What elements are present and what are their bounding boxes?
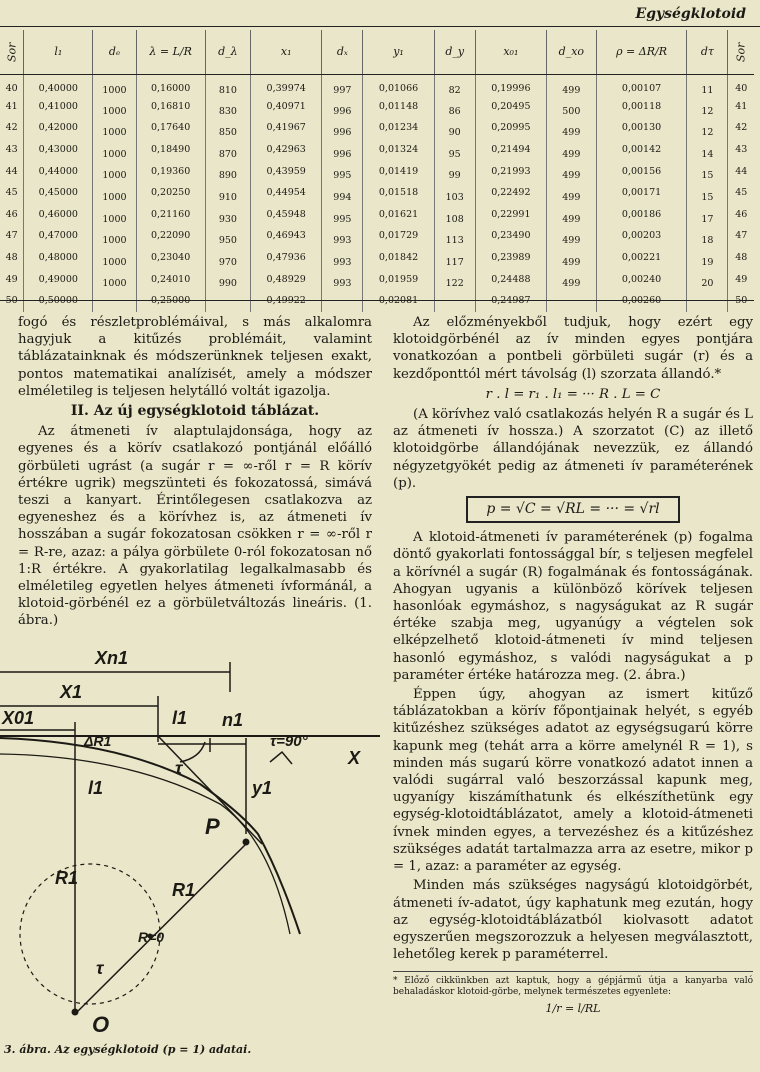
value-cell: 0,00118 <box>596 96 687 118</box>
value-cell: 0,20495 <box>475 96 546 118</box>
table-header-cell: x₀₁ <box>475 30 546 74</box>
difference-cell <box>687 247 728 269</box>
difference-cell <box>322 160 363 182</box>
difference-value: 86 <box>448 105 461 117</box>
value-cell: 0,22492 <box>475 182 546 204</box>
difference-cell <box>687 117 728 139</box>
value-cell: 42 <box>0 117 24 139</box>
difference-value: 499 <box>562 148 581 160</box>
table-row <box>0 74 754 96</box>
difference-value: 19 <box>701 256 714 268</box>
table-header-cell: dₓ <box>322 30 363 74</box>
label-p: P <box>205 814 220 839</box>
difference-value: 1000 <box>102 84 127 96</box>
difference-cell <box>687 139 728 161</box>
table-header-cell: dτ <box>687 30 728 74</box>
difference-value: 850 <box>218 127 237 139</box>
value-cell: 47 <box>735 230 748 242</box>
difference-value: 1000 <box>102 278 127 290</box>
value-cell: 0,39974 <box>251 74 322 96</box>
left-paragraph-1: fogó és részletproblémáival, s más alkalomra hagyjuk a kitűzés problémáit, valamint táblázatainknak és módszerünknek teljesen exakt, pontos matematikai analízisét, amely a módszer elméletileg is teljesen helytálló voltát igazolja. <box>18 315 372 399</box>
right-paragraph-2: (A körívhez való csatlakozás helyén R a sugár és L az átmeneti ív hossza.) A szorzatot (C) az illető klotoidgörbe állandójának nevezzük, ez állandó négyzetgyökét pedig az átmeneti ív paraméterének (p). <box>393 407 753 491</box>
table-bottom-rule <box>0 300 754 301</box>
value-cell: 40 <box>735 82 748 94</box>
value-cell: 0,48929 <box>251 268 322 290</box>
value-cell: 0,21494 <box>475 139 546 161</box>
difference-cell <box>93 268 136 290</box>
value-cell: 0,49000 <box>24 268 93 290</box>
value-cell: 49 <box>735 273 748 285</box>
value-cell: 0,16810 <box>136 96 205 118</box>
table-row <box>0 247 754 269</box>
value-cell: 50 <box>0 290 24 312</box>
difference-value: 499 <box>562 235 581 247</box>
clothoid-table <box>0 30 754 312</box>
value-cell: 0,46000 <box>24 204 93 226</box>
difference-cell <box>322 268 363 290</box>
difference-cell <box>434 139 475 161</box>
value-cell: 48 <box>0 247 24 269</box>
difference-cell <box>434 96 475 118</box>
table-row <box>0 225 754 247</box>
difference-value: 830 <box>218 105 237 117</box>
header-rule <box>0 26 760 27</box>
difference-value: 1000 <box>102 213 127 225</box>
difference-value: 1000 <box>102 235 127 247</box>
value-cell: 0,48000 <box>24 247 93 269</box>
value-cell: 48 <box>735 252 748 264</box>
value-cell: 0,19996 <box>475 74 546 96</box>
difference-cell <box>687 268 728 290</box>
value-cell: 0,21160 <box>136 204 205 226</box>
value-cell: 0,40971 <box>251 96 322 118</box>
difference-cell <box>205 139 250 161</box>
value-cell: 0,16000 <box>136 74 205 96</box>
difference-cell <box>434 160 475 182</box>
difference-cell <box>434 117 475 139</box>
formula-constant: r . l = r₁ . l₁ = ··· R . L = C <box>485 386 661 402</box>
value-cell: 0,42963 <box>251 139 322 161</box>
difference-value: 996 <box>333 127 352 139</box>
table-header-cell: d_xo <box>547 30 597 74</box>
table-header-cell: dₑ <box>93 30 136 74</box>
value-cell: 0,23040 <box>136 247 205 269</box>
value-cell: 0,20250 <box>136 182 205 204</box>
difference-cell <box>434 74 475 96</box>
difference-value: 499 <box>562 84 581 96</box>
value-cell: 0,23490 <box>475 225 546 247</box>
difference-value: 1000 <box>102 191 127 203</box>
difference-cell <box>205 247 250 269</box>
difference-value: 993 <box>333 235 352 247</box>
value-cell: 0,25000 <box>136 290 205 312</box>
value-cell: 42 <box>735 122 748 134</box>
table-header-cell: d_λ <box>205 30 250 74</box>
difference-cell <box>322 96 363 118</box>
section-heading: II. Az új egységklotoid táblázat. <box>70 403 320 420</box>
difference-cell <box>93 96 136 118</box>
value-cell: 0,00260 <box>596 290 687 312</box>
difference-cell <box>434 268 475 290</box>
difference-value: 95 <box>448 148 461 160</box>
value-cell: 0,46943 <box>251 225 322 247</box>
difference-cell <box>547 96 597 118</box>
value-cell: 45 <box>735 187 748 199</box>
value-cell: 0,19360 <box>136 160 205 182</box>
clothoid-figure <box>0 634 380 1039</box>
difference-cell <box>547 204 597 226</box>
value-cell: 0,01729 <box>363 225 434 247</box>
difference-cell <box>205 268 250 290</box>
difference-value: 950 <box>218 235 237 247</box>
origin-point <box>72 1009 78 1015</box>
difference-value: 930 <box>218 213 237 225</box>
table-row <box>0 204 754 226</box>
difference-value: 890 <box>218 170 237 182</box>
difference-cell <box>547 225 597 247</box>
value-cell: 0,43000 <box>24 139 93 161</box>
difference-value: 810 <box>218 84 237 96</box>
difference-cell <box>687 204 728 226</box>
difference-value: 15 <box>701 191 714 203</box>
difference-cell <box>322 225 363 247</box>
value-cell: 0,40000 <box>24 74 93 96</box>
value-cell: 46 <box>0 204 24 226</box>
difference-cell <box>547 117 597 139</box>
label-y1: y1 <box>252 778 273 798</box>
value-cell: 0,45000 <box>24 182 93 204</box>
right-paragraph-3: A klotoid-átmeneti ív paraméterének (p) fogalma döntő gyakorlati fontossággal bír, s teljesen megfelel a körívnél a sugár (R) fogalmának és fontosságának. Ahogyan ugyanis a különböző körívek teljesen hasonlóak egymáshoz, s nagyságukat az R sugár értéke szabja meg, ugyanúgy a végtelen sok elképzelhető klotoid-átmeneti ív mind teljesen hasonló egymáshoz, s valódi nagyságukat a p paraméter értéke határozza meg. (2. ábra.) <box>393 530 753 683</box>
value-cell: 0,00107 <box>596 74 687 96</box>
table-header-row <box>0 30 754 74</box>
difference-value: 910 <box>218 191 237 203</box>
difference-value: 499 <box>562 170 581 182</box>
value-cell: 0,00203 <box>596 225 687 247</box>
difference-cell <box>205 225 250 247</box>
value-cell: 0,24010 <box>136 268 205 290</box>
point-p <box>243 839 249 845</box>
table-row <box>0 139 754 161</box>
difference-cell <box>322 204 363 226</box>
label-r-zero: R=0 <box>138 929 165 945</box>
difference-cell <box>93 117 136 139</box>
difference-value: 12 <box>701 105 714 117</box>
difference-cell <box>93 225 136 247</box>
value-cell: 40 <box>0 74 24 96</box>
value-cell: 0,45948 <box>251 204 322 226</box>
value-cell: 0,00186 <box>596 204 687 226</box>
table-header-cell: λ = L/R <box>136 30 205 74</box>
difference-cell <box>322 74 363 96</box>
right-column <box>393 314 753 1018</box>
value-cell: 46 <box>735 208 748 220</box>
value-cell: 41 <box>735 100 748 112</box>
difference-value: 122 <box>445 278 464 290</box>
difference-cell <box>687 225 728 247</box>
value-cell: 0,00221 <box>596 247 687 269</box>
difference-cell <box>687 160 728 182</box>
difference-cell <box>547 74 597 96</box>
footnote: * Előző cikkünkben azt kaptuk, hogy a gépjármű útja a kanyarba való behaladáskor klotoid-görbe, melynek természetes egyenlete: <box>393 971 753 998</box>
value-cell: 0,18490 <box>136 139 205 161</box>
table-header-cell: Sor <box>728 30 754 74</box>
difference-value: 499 <box>562 127 581 139</box>
difference-value: 12 <box>701 127 714 139</box>
difference-value: 997 <box>333 84 352 96</box>
difference-value: 18 <box>701 235 714 247</box>
table-row <box>0 268 754 290</box>
value-cell: 43 <box>0 139 24 161</box>
difference-cell <box>687 182 728 204</box>
difference-value: 499 <box>562 278 581 290</box>
difference-cell <box>434 182 475 204</box>
difference-cell <box>434 225 475 247</box>
value-cell: 0,21993 <box>475 160 546 182</box>
value-cell: 0,43959 <box>251 160 322 182</box>
difference-value: 113 <box>445 235 464 247</box>
difference-cell <box>205 117 250 139</box>
value-cell: 0,00156 <box>596 160 687 182</box>
difference-cell <box>687 96 728 118</box>
running-head: Egységklotoid <box>635 6 746 22</box>
difference-value: 994 <box>333 191 352 203</box>
difference-value: 1000 <box>102 170 127 182</box>
value-cell: 50 <box>735 295 748 307</box>
difference-value: 99 <box>448 170 461 182</box>
value-cell: 47 <box>0 225 24 247</box>
value-cell: 43 <box>735 144 748 156</box>
label-tau-90: τ=90° <box>270 733 308 750</box>
label-n1: n1 <box>222 710 244 730</box>
right-angle-mark <box>270 752 292 764</box>
value-cell: 0,24987 <box>475 290 546 312</box>
difference-cell <box>434 204 475 226</box>
value-cell: 0,01959 <box>363 268 434 290</box>
table-row <box>0 182 754 204</box>
difference-cell <box>93 247 136 269</box>
difference-value: 15 <box>701 170 714 182</box>
value-cell: 0,22991 <box>475 204 546 226</box>
value-cell: 0,41000 <box>24 96 93 118</box>
value-cell: 0,42000 <box>24 117 93 139</box>
value-cell: 0,24488 <box>475 268 546 290</box>
difference-cell <box>547 182 597 204</box>
difference-cell <box>205 204 250 226</box>
tau-arc <box>180 742 205 762</box>
difference-value: 11 <box>701 84 714 96</box>
value-cell: 0,02081 <box>363 290 434 312</box>
difference-cell <box>93 204 136 226</box>
label-tau-2: τ <box>96 958 104 978</box>
difference-value: 499 <box>562 256 581 268</box>
difference-value: 995 <box>333 170 352 182</box>
table-header-cell: Sor <box>0 30 24 74</box>
value-cell: 0,49922 <box>251 290 322 312</box>
label-r1-left: R1 <box>55 868 79 888</box>
value-cell: 49 <box>0 268 24 290</box>
difference-value: 103 <box>445 191 464 203</box>
difference-cell <box>205 182 250 204</box>
value-cell: 0,01842 <box>363 247 434 269</box>
left-column <box>18 314 372 632</box>
right-paragraph-4: Éppen úgy, ahogyan az ismert kitűző táblázatokban a körív főpontjainak helyét, s egyéb kitűzéshez szükséges adatot az egységsugarú körre kapunk meg (tehát arra a körre amelynél R = 1), s minden más sugarú körre vonatkozó adatot innen a valódi sugárral való beszorzással kapunk meg, ugyanígy kiszámíthatunk és elkészíthetünk egy egység-klotoidtáblázatot, amely a klotoid-átmeneti ívnek minden egyes, a tervezéshez és a kitűzéshez szükséges adatát tartalmazza arra az esetre, mikor p = 1, azaz: a paraméter az egység. <box>393 687 753 875</box>
difference-value: 14 <box>701 148 714 160</box>
value-cell: 0,01066 <box>363 74 434 96</box>
figure-caption: 3. ábra. Az egységklotoid (p = 1) adatai. <box>4 1043 252 1056</box>
right-paragraph-5: Minden más szükséges nagyságú klotoidgörbét, átmeneti ív-adatot, úgy kaphatunk meg ezután, hogy az egység-klotoidtáblázatból kiolvasott adatot egyszerűen megszorozzuk a helyesen megválasztott, lehetőleg kerek p paraméterrel. <box>393 878 753 963</box>
label-l1-vertical: l1 <box>88 778 104 798</box>
value-cell: 0,00240 <box>596 268 687 290</box>
difference-value: 499 <box>562 213 581 225</box>
difference-value: 1000 <box>102 105 127 117</box>
difference-cell <box>205 74 250 96</box>
difference-cell <box>93 182 136 204</box>
label-origin: O <box>92 1012 110 1037</box>
table-header-cell: l₁ <box>24 30 93 74</box>
left-paragraph-2: Az átmeneti ív alaptulajdonsága, hogy az egyenes és a körív csatlakozó pontjánál előálló görbületi ugrást (a sugár r = ∞-ről r = R körív értékre ugrik) megszünteti és fokozatossá, simává teszi a kanyart. Érintőlegesen csatlakozva az egyeneshez és a körívhez is, az átmeneti ív hosszában a sugár fokozatosan csökken r = ∞-ről r = R-re, azaz: a pálya görbülete 0-ról fokozatosan nő 1:R értékre. A gyakorlatilag legalkalmasabb és elméletileg egyetlen helyes átmeneti ívformánál, a klotoid-görbénél ez a görbületváltozás lineáris. (1. ábra.) <box>18 424 372 629</box>
difference-value: 996 <box>333 105 352 117</box>
difference-cell <box>322 247 363 269</box>
value-cell: 0,47936 <box>251 247 322 269</box>
right-paragraph-1: Az előzményekből tudjuk, hogy ezért egy klotoidgörbénél az ív minden egyes pontjára vonatkozóan a pontbeli görbületi sugár (r) és a kezdőponttól mért távolság (l) szorzata állandó.* <box>393 315 753 382</box>
difference-value: 82 <box>448 84 461 96</box>
difference-cell <box>547 268 597 290</box>
difference-value: 117 <box>445 256 464 268</box>
difference-value: 1000 <box>102 256 127 268</box>
value-cell: 0,50000 <box>24 290 93 312</box>
table-row <box>0 117 754 139</box>
value-cell: 0,00171 <box>596 182 687 204</box>
difference-cell <box>322 139 363 161</box>
value-cell: 0,44954 <box>251 182 322 204</box>
difference-value: 1000 <box>102 127 127 139</box>
label-r1-right: R1 <box>172 880 196 900</box>
value-cell: 0,01621 <box>363 204 434 226</box>
table-row <box>0 160 754 182</box>
difference-value: 870 <box>218 148 237 160</box>
difference-value: 108 <box>445 213 464 225</box>
value-cell: 0,20995 <box>475 117 546 139</box>
difference-value: 996 <box>333 148 352 160</box>
footnote-formula: 1/r = l/RL <box>545 1002 601 1016</box>
difference-value: 499 <box>562 191 581 203</box>
table-header-cell: d_y <box>434 30 475 74</box>
difference-cell <box>205 160 250 182</box>
formula-parameter-box: p = √C = √RL = ··· = √rl <box>466 496 680 523</box>
difference-value: 993 <box>333 256 352 268</box>
value-cell: 0,23989 <box>475 247 546 269</box>
difference-cell <box>93 139 136 161</box>
value-cell: 0,00142 <box>596 139 687 161</box>
value-cell: 0,17640 <box>136 117 205 139</box>
label-x1: X1 <box>60 682 83 702</box>
value-cell: 0,01419 <box>363 160 434 182</box>
label-l1: l1 <box>172 708 188 728</box>
value-cell: 44 <box>0 160 24 182</box>
difference-cell <box>547 139 597 161</box>
difference-value: 90 <box>448 127 461 139</box>
difference-cell <box>93 74 136 96</box>
value-cell: 0,44000 <box>24 160 93 182</box>
value-cell: 0,00130 <box>596 117 687 139</box>
difference-cell <box>205 96 250 118</box>
value-cell: 0,01234 <box>363 117 434 139</box>
label-xn1: Xn1 <box>95 648 129 668</box>
difference-cell <box>547 247 597 269</box>
label-x-axis: X <box>348 748 361 768</box>
table-header-cell: ρ = ΔR/R <box>596 30 687 74</box>
difference-value: 993 <box>333 278 352 290</box>
value-cell: 41 <box>0 96 24 118</box>
table-header-cell: y₁ <box>363 30 434 74</box>
difference-cell <box>322 117 363 139</box>
difference-value: 995 <box>333 213 352 225</box>
value-cell: 0,01518 <box>363 182 434 204</box>
table-header-cell: x₁ <box>251 30 322 74</box>
value-cell: 0,47000 <box>24 225 93 247</box>
value-cell: 0,01148 <box>363 96 434 118</box>
value-cell: 0,22090 <box>136 225 205 247</box>
difference-cell <box>687 74 728 96</box>
difference-cell <box>434 247 475 269</box>
label-x01: X01 <box>2 708 35 728</box>
label-delta-r1: ΔR1 <box>84 733 112 749</box>
difference-value: 500 <box>562 105 581 117</box>
value-cell: 44 <box>735 165 748 177</box>
label-tau: τ <box>175 758 183 778</box>
value-cell: 0,01324 <box>363 139 434 161</box>
difference-value: 1000 <box>102 148 127 160</box>
table-row <box>0 96 754 118</box>
difference-cell <box>322 182 363 204</box>
difference-value: 17 <box>701 213 714 225</box>
difference-cell <box>547 160 597 182</box>
difference-value: 970 <box>218 256 237 268</box>
difference-cell <box>93 160 136 182</box>
value-cell: 0,41967 <box>251 117 322 139</box>
difference-value: 20 <box>701 278 714 290</box>
value-cell: 45 <box>0 182 24 204</box>
difference-value: 990 <box>218 278 237 290</box>
